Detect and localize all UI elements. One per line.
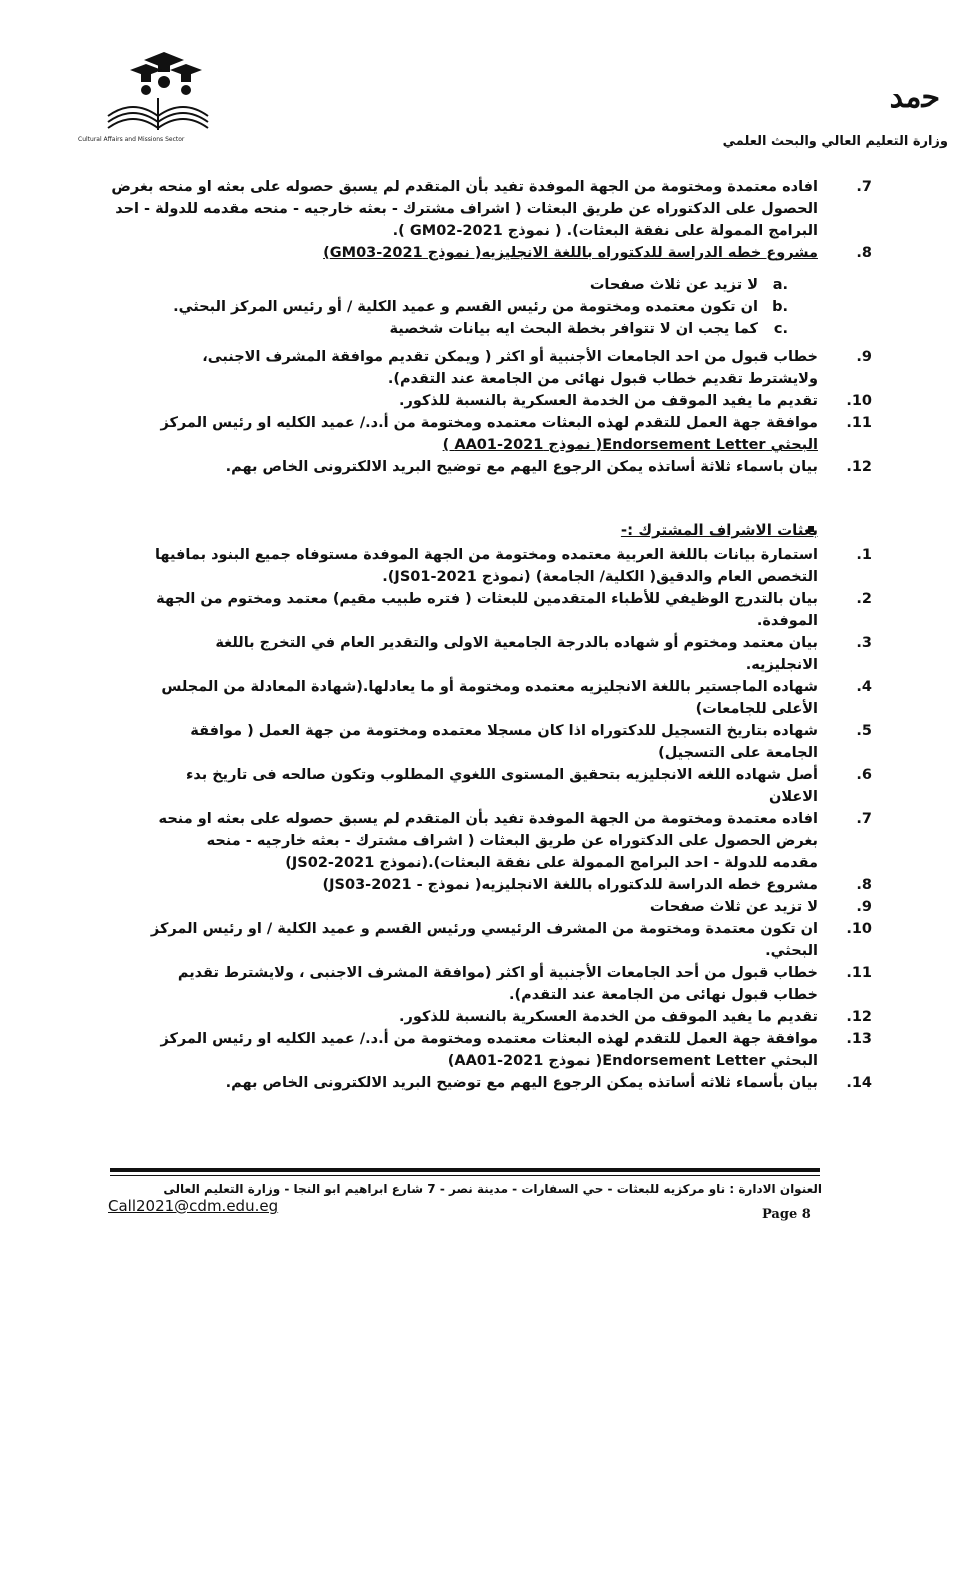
list-item: [82, 764, 872, 808]
item-number: .13: [846, 1031, 872, 1047]
item-line: بيان باسماء ثلاثة أساتذه يمكن الرجوع اليهم مع توضيح البريد الالكترونى الخاص بهم.: [225, 459, 818, 475]
item-line: موافقة جهة العمل للتقدم لهذه البعثات معتمده ومختومة من أ.د./ عميد الكليه او رئيس المركز: [160, 1031, 818, 1047]
list-item: [82, 588, 872, 632]
item-number: .9: [856, 899, 872, 915]
logo-caption: Cultural Affairs and Missions Sector: [78, 136, 185, 143]
ministry-mark: ﺣﻣﺪ: [889, 80, 940, 115]
item-number: .12: [846, 1009, 872, 1025]
list-item: [82, 962, 872, 1006]
list-item: [82, 296, 828, 318]
item-line: خطاب قبول نهائى من الجامعة عند التقدم).: [509, 987, 818, 1003]
item-number: .7: [856, 179, 872, 195]
item-number: a.: [772, 277, 788, 293]
list-c: [82, 544, 872, 1094]
item-line: مشروع خطه الدراسة للدكتوراه باللغة الانجليزيه( نموذج GM03-2021): [323, 245, 818, 261]
item-line: استمارة بيانات باللغة العربية معتمده ومختومة من الجهة الموفدة مستوفاه جميع البنود بمافيها: [154, 547, 818, 563]
item-line: الحصول على الدكتوراه عن طريق البعثات ( اشراف مشترك - بعثه خارجيه - منحه مقدمه للدولة - احد: [115, 201, 818, 217]
list-item: [82, 1028, 872, 1072]
sublist-8: [82, 274, 828, 340]
item-number: .14: [846, 1075, 872, 1091]
list-item: [82, 242, 872, 264]
footer-rule: [110, 1168, 820, 1172]
footer-rule-thin: [110, 1175, 820, 1176]
item-line: كما يجب ان لا تتوافر بخطة البحث ايه بيانات شخصية: [389, 321, 758, 337]
item-number: b.: [772, 299, 788, 315]
item-number: .10: [846, 393, 872, 409]
item-line: بغرض الحصول على الدكتوراه عن طريق البعثات ( اشراف مشترك - بعثه خارجيه - منحه: [206, 833, 818, 849]
list-item: [82, 632, 872, 676]
item-number: .8: [856, 877, 872, 893]
page-number: Page 8: [762, 1207, 811, 1222]
item-number: .8: [856, 245, 872, 261]
item-line: بيان معتمد ومختوم أو شهاده بالدرجة الجامعية الاولى والتقدير العام في التخرج باللغة: [215, 635, 818, 651]
footer-email-link[interactable]: Call2021@cdm.edu.eg: [108, 1197, 279, 1215]
item-line: البحثي Endorsement Letter( نموذج AA01-2021): [447, 1053, 818, 1069]
item-number: c.: [773, 321, 788, 337]
item-line: خطاب قبول من أحد الجامعات الأجنبية أو اكثر (موافقة المشرف الاجنبى ، ولايشترط تقديم: [177, 965, 818, 981]
item-line: تقديم ما يفيد الموقف من الخدمة العسكرية بالنسبة للذكور.: [399, 393, 818, 409]
section-heading: بعثات الاشراف المشترك :-: [620, 521, 818, 539]
list-item: [82, 346, 872, 390]
item-line: افاده معتمدة ومختومة من الجهة الموفدة تفيد بأن المتقدم لم يسبق حصوله على بعثه او منحه: [158, 811, 818, 827]
item-number: .6: [856, 767, 872, 783]
item-line: شهاده الماجستير باللغة الانجليزيه معتمده ومختومة أو ما يعادلها.(شهادة المعادلة من المجلس: [161, 679, 818, 695]
item-number: .10: [846, 921, 872, 937]
item-line: التخصص العام والدقيق( الكلية/ الجامعة) (نموذج JS01-2021).: [382, 569, 818, 585]
list-a: [82, 176, 872, 264]
item-line: الموفدة.: [756, 613, 818, 629]
list-item: [82, 274, 828, 296]
item-line: الأعلى للجامعات): [695, 701, 818, 717]
list-item: [82, 318, 828, 340]
item-line: البرامج الممولة على نفقة البعثات). ( نموذج GM02-2021 ).: [392, 223, 818, 239]
list-item: [82, 544, 872, 588]
list-item: [82, 720, 872, 764]
list-item: [82, 1006, 872, 1028]
list-item: [82, 676, 872, 720]
item-number: .4: [856, 679, 872, 695]
item-number: .9: [856, 349, 872, 365]
item-line: ولايشترط تقديم خطاب قبول نهائى من الجامعة عند التقدم).: [387, 371, 818, 387]
item-line: ان تكون معتمدة ومختومة من المشرف الرئيسي ورئيس القسم و عميد الكلية / او رئيس المركز: [150, 921, 818, 937]
item-number: .1: [856, 547, 872, 563]
item-number: .3: [856, 635, 872, 651]
ministry-name: وزارة التعليم العالي والبحث العلمي: [722, 134, 948, 149]
item-line: تقديم ما يفيد الموقف من الخدمة العسكرية بالنسبة للذكور.: [399, 1009, 818, 1025]
item-number: .7: [856, 811, 872, 827]
item-number: .2: [856, 591, 872, 607]
item-line: بيان بأسماء ثلاثه أساتذه يمكن الرجوع اليهم مع توضيح البريد الالكترونى الخاص بهم.: [225, 1075, 818, 1091]
item-line: لا تزيد عن ثلاث صفحات: [589, 277, 758, 293]
list-item: [82, 896, 872, 918]
item-line: لا تزيد عن ثلاث صفحات: [649, 899, 818, 915]
item-line: موافقة جهة العمل للتقدم لهذه البعثات معتمده ومختومة من أ.د./ عميد الكليه او رئيس المركز: [160, 415, 818, 431]
item-number: .11: [846, 965, 872, 981]
item-line: مشروع خطه الدراسة للدكتوراه باللغة الانجليزيه( نموذج - JS03-2021): [322, 877, 818, 893]
item-number: .11: [846, 415, 872, 431]
list-item: [82, 1072, 872, 1094]
list-item: [82, 176, 872, 242]
list-b: [82, 346, 872, 478]
list-item: [82, 808, 872, 874]
item-line: مقدمه للدولة - احد البرامج الممولة على نفقة البعثات).(نموذج JS02-2021): [285, 855, 818, 871]
item-line: الاعلان: [768, 789, 818, 805]
item-line: أصل شهاده اللغه الانجليزيه بتحقيق المستوى اللغوي المطلوب وتكون صالحه فى تاريخ بدء: [185, 767, 818, 783]
item-number: .5: [856, 723, 872, 739]
item-line: الجامعة على التسجيل): [658, 745, 818, 761]
list-item: [82, 918, 872, 962]
item-number: .12: [846, 459, 872, 475]
item-line: شهاده بتاريخ التسجيل للدكتوراه اذا كان مسجلا معتمده ومختومة من جهة العمل ( موافقة: [190, 723, 818, 739]
item-line: افاده معتمدة ومختومة من الجهة الموفدة تفيد بأن المتقدم لم يسبق حصوله على بعثه او منحه بغرض: [111, 179, 818, 195]
item-line: ان تكون معتمده ومختومة من رئيس القسم و عميد الكلية / أو رئيس المركز البحثي.: [173, 299, 758, 315]
list-item: [82, 390, 872, 412]
item-line: البحثي Endorsement Letter( نموذج AA01-2021 ): [442, 437, 818, 453]
item-line: بيان بالتدرج الوظيفي للأطباء المتقدمين للبعثات ( فتره طبيب مقيم) معتمد ومختوم من الجهة: [156, 591, 818, 607]
list-item: [82, 874, 872, 896]
item-line: الانجليزيه.: [745, 657, 818, 673]
footer-address: العنوان الادارة : ناو مركزيه للبعثات - حي السفارات - مدينة نصر - 7 شارع ابراهيم ابو النجا - وزارة التعليم العالى: [163, 1182, 822, 1196]
item-line: خطاب قبول من احد الجامعات الأجنبية أو اكثر ( ويمكن تقديم موافقة المشرف الاجنبى،: [202, 349, 818, 365]
item-line: البحثي.: [765, 943, 818, 959]
list-item: [82, 456, 872, 478]
list-item: [82, 412, 872, 456]
